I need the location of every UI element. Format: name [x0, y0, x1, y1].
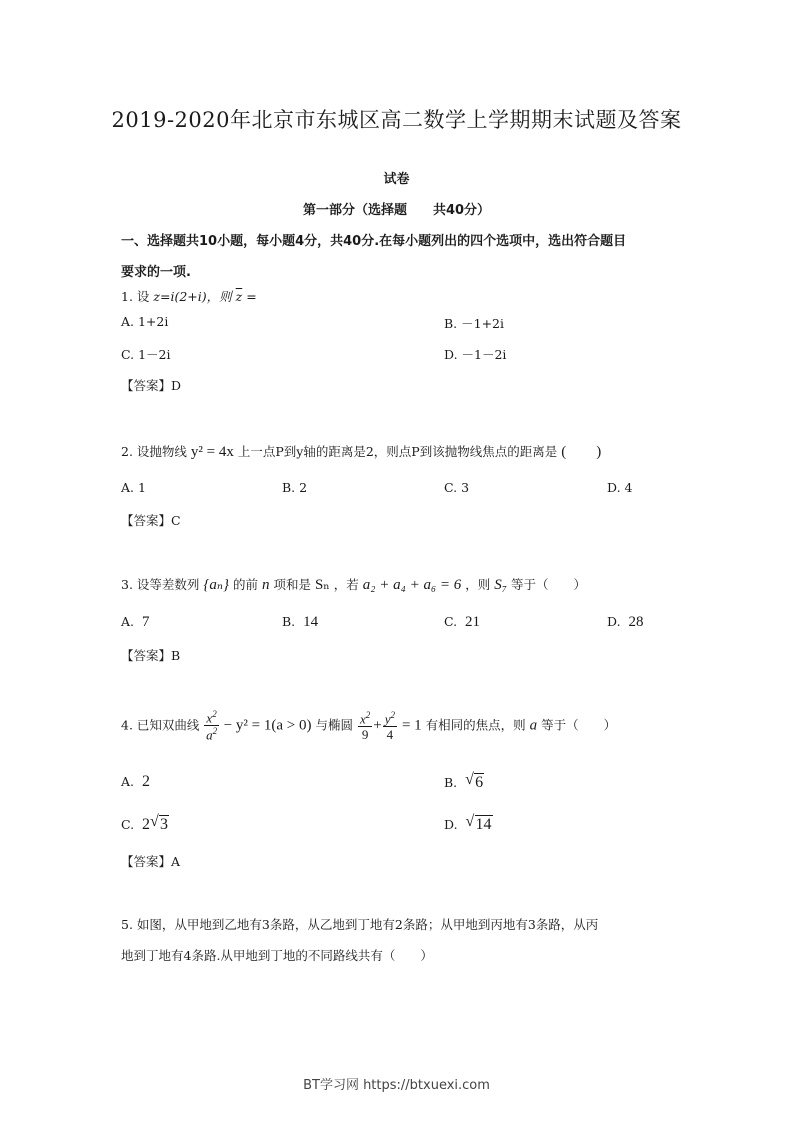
option-c: C. 3 [444, 480, 470, 495]
section-intro-line1: 一、选择题共10小题，每小题4分，共40分.在每小题列出的四个选项中，选出符合题目 [121, 234, 627, 249]
question-5-line2: 地到丁地有4条路.从甲地到丁地的不同路线共有（ ） [121, 948, 433, 963]
option-d: D. 4 [607, 480, 633, 495]
answer-value: A [171, 854, 181, 869]
math-expression: − y² = 1(a > 0) [223, 717, 312, 734]
math-expression: {aₙ} [203, 577, 229, 593]
option-label: B. [444, 775, 458, 790]
section-intro-line2: 要求的一项. [121, 265, 191, 280]
sqrt-value: √ 6 [465, 771, 484, 791]
option-label: C. [121, 817, 135, 832]
option-a [121, 614, 149, 631]
paper-label: 试卷 [383, 172, 410, 187]
option-b [444, 773, 484, 792]
question-number: 4. [121, 717, 133, 733]
answer-label: 【答案】 [121, 648, 172, 663]
option-label: C. [444, 614, 458, 629]
option-coefficient: 2 [142, 816, 151, 833]
question-text: 项和是 [273, 577, 311, 592]
option-value: 14 [303, 614, 319, 630]
footer-watermark: BT学习网 https://btxuexi.com [303, 1078, 490, 1093]
question-text: 设抛物线 [136, 444, 187, 459]
option-c [444, 614, 480, 631]
question-number: 5. [121, 917, 133, 932]
question-text: 设等差数列 [136, 577, 200, 592]
answer-3 [121, 646, 180, 664]
question-number: 2. [121, 444, 133, 459]
option-a: A. 1+2i [121, 314, 169, 329]
math-expression: y² = 4x [190, 444, 234, 460]
question-text: ，则 [465, 577, 491, 592]
answer-label: 【答案】 [121, 854, 172, 869]
question-text: ，若 [333, 577, 359, 592]
option-c: C. 1－2i [121, 347, 171, 362]
answer-label: 【答案】 [121, 378, 172, 393]
ellipse-fraction-x: $\frac{x^2}{9}$ [359, 709, 371, 742]
question-number: 1. [121, 289, 133, 304]
math-expression: a [529, 717, 538, 734]
part-label: 第一部分（选择题 共40分） [302, 203, 491, 218]
option-d [607, 614, 644, 631]
question-text: 如图，从甲地到乙地有3条路，从乙地到丁地有2条路；从甲地到丙地有3条路，从丙 [136, 917, 599, 932]
math-expression: Sₙ [314, 577, 330, 593]
option-label: D. [444, 817, 458, 832]
question-4-stem: 4. 已知双曲线 $\frac{x^2}{a^2}$ − y² = 1(a > 0) 与椭圆 $\frac{x^2}{9}$ + $\frac{y^2}{4}$ = 1 有相同的焦点，则 a 等于（ ） [121, 709, 617, 743]
ellipse-fraction-y: $\frac{y^2}{4}$ [384, 709, 395, 742]
answer-value: C [171, 513, 181, 528]
math-expression: S₇ [494, 577, 508, 593]
question-text: 的前 [232, 577, 258, 592]
option-c [121, 815, 169, 834]
math-expression: n [261, 577, 270, 593]
question-3-stem [121, 575, 586, 594]
answer-2 [121, 511, 181, 529]
option-value: 28 [628, 614, 644, 630]
question-text: 有相同的焦点，则 [425, 717, 526, 733]
question-text: 已知双曲线 [136, 717, 200, 733]
answer-1 [121, 376, 181, 394]
option-b: B. 2 [282, 480, 308, 495]
sqrt-value: √ 3 [150, 813, 169, 833]
sqrt-value: √ 14 [465, 813, 492, 833]
question-text: 等于（ ） [511, 577, 587, 592]
question-1-stem [121, 287, 257, 305]
conjugate-z: $\overline{z}$ [235, 289, 243, 304]
answer-label: 【答案】 [121, 513, 172, 528]
question-text: 等于（ ） [541, 717, 617, 733]
question-text: 上一点P到y轴的距离是2，则点P到该抛物线焦点的距离是 [237, 444, 558, 459]
option-label: B. [282, 614, 296, 629]
option-label: D. [607, 614, 621, 629]
math-expression: a₂ + a₄ + a₆ = 6 [362, 577, 462, 593]
option-b [282, 614, 318, 631]
question-number: 3. [121, 577, 133, 592]
option-a: A. 1 [121, 480, 146, 495]
blank-paren: ( ) [561, 444, 602, 460]
option-a [121, 773, 150, 791]
option-value: 7 [141, 614, 150, 630]
answer-value: B [171, 648, 181, 663]
math-expression: = 1 [401, 717, 422, 734]
question-text: 设 [136, 289, 150, 304]
option-value: 21 [465, 614, 481, 630]
answer-value: D [171, 378, 182, 393]
question-text: 与椭圆 [315, 717, 353, 733]
option-label: A. [121, 614, 135, 629]
option-d [444, 815, 493, 834]
option-b: B. －1+2i [444, 316, 505, 331]
page-title: 2019-2020年北京市东城区高二数学上学期期末试题及答案 [111, 108, 682, 132]
option-label: A. [121, 774, 135, 789]
hyperbola-fraction: $\frac{x^2}{a^2}$ [206, 709, 218, 743]
question-5-line1 [121, 915, 598, 933]
answer-4 [121, 852, 180, 870]
option-value: 2 [141, 773, 150, 790]
question-text: = [246, 289, 257, 304]
option-d: D. －1－2i [444, 347, 507, 362]
question-2-stem [121, 440, 601, 461]
math-expression: z=i(2+i)，则 [153, 289, 232, 304]
